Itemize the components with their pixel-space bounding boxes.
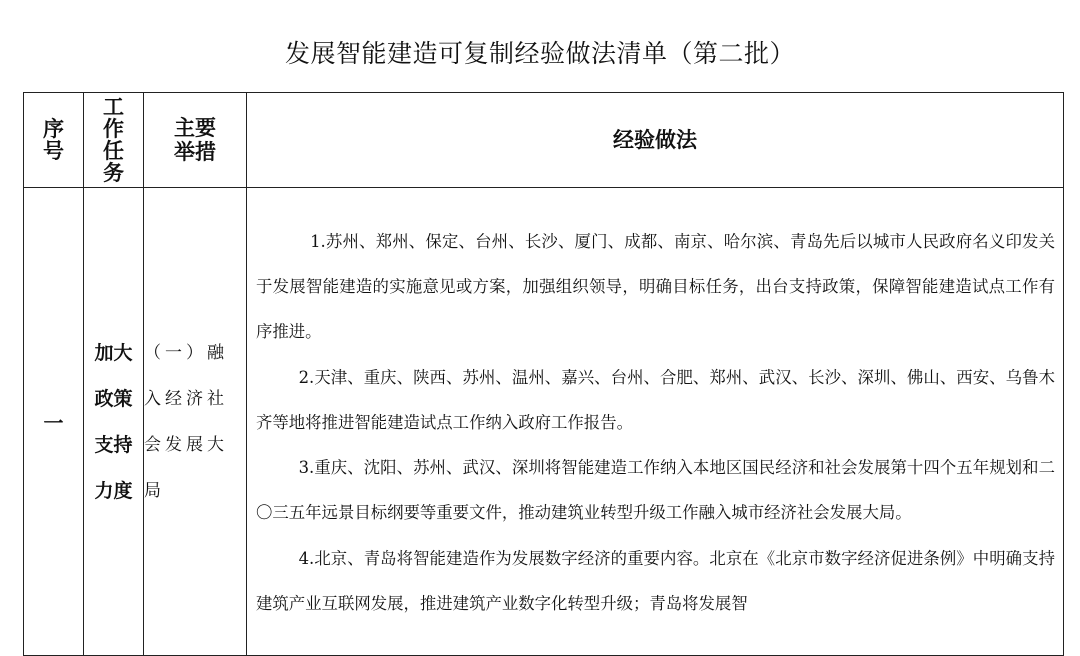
header-task-cell	[84, 93, 144, 188]
row-task: 加大政策支持力度	[94, 341, 133, 502]
experience-item: 1.苏州、​郑州、​保定、​台州、​长沙、​厦门、​成都、​南京、​哈尔滨、​青岛先后以城市人民政府名义印发关于发展智能建造的实施意见或方案，​加强组织领导，​明确目标任务，​出台支持政策，​保障智能建造试点工作有序推进。​	[256, 231, 1055, 342]
header-experience: 经验做法	[613, 128, 697, 152]
experience-list	[247, 217, 1063, 627]
table-header-row	[24, 93, 1064, 188]
header-seq-cell	[24, 93, 84, 188]
experience-item: 3.重庆、​沈阳、​苏州、​武汉、​深圳将智能建造工作纳入本地区国民经济和社会发展第十四个五年规划和二〇三五年远景目标纲要等重要文件，​推动建筑业转型升级工作融入城市经济社会发展大局。​	[256, 458, 1055, 523]
header-measure: 主要举措	[173, 116, 216, 164]
row-measure: （一）融入经济社会发展大局	[144, 342, 228, 501]
row-measure-cell	[144, 188, 247, 656]
header-experience-cell	[247, 93, 1064, 188]
row-seq: 一	[24, 188, 84, 656]
table-row	[24, 188, 1064, 656]
page-title: 发展智能建造可复制经验做法清单（第二批）	[284, 39, 795, 68]
row-experience-cell	[247, 188, 1064, 656]
experience-item: 2.天津、​重庆、​陕西、​苏州、​温州、​嘉兴、​台州、​合肥、​郑州、​武汉、​长沙、​深圳、​佛山、​西安、​乌鲁木齐等地将推进智能建造试点工作纳入政府工作报告。​	[256, 367, 1055, 432]
experience-item: 4.北京、​青岛将智能建造作为发展数字经济的重要内容。​北京在《北京市数字经济促进条例》​中明确支持建筑产业互联网发展，​推进建筑产业数字化转型升级；​青岛将发展智	[256, 548, 1055, 614]
experience-table	[23, 92, 1064, 656]
header-seq: 序号	[43, 117, 64, 163]
row-task-cell	[84, 188, 144, 656]
header-measure-cell	[144, 93, 247, 188]
header-task: 工作任务	[103, 95, 124, 185]
